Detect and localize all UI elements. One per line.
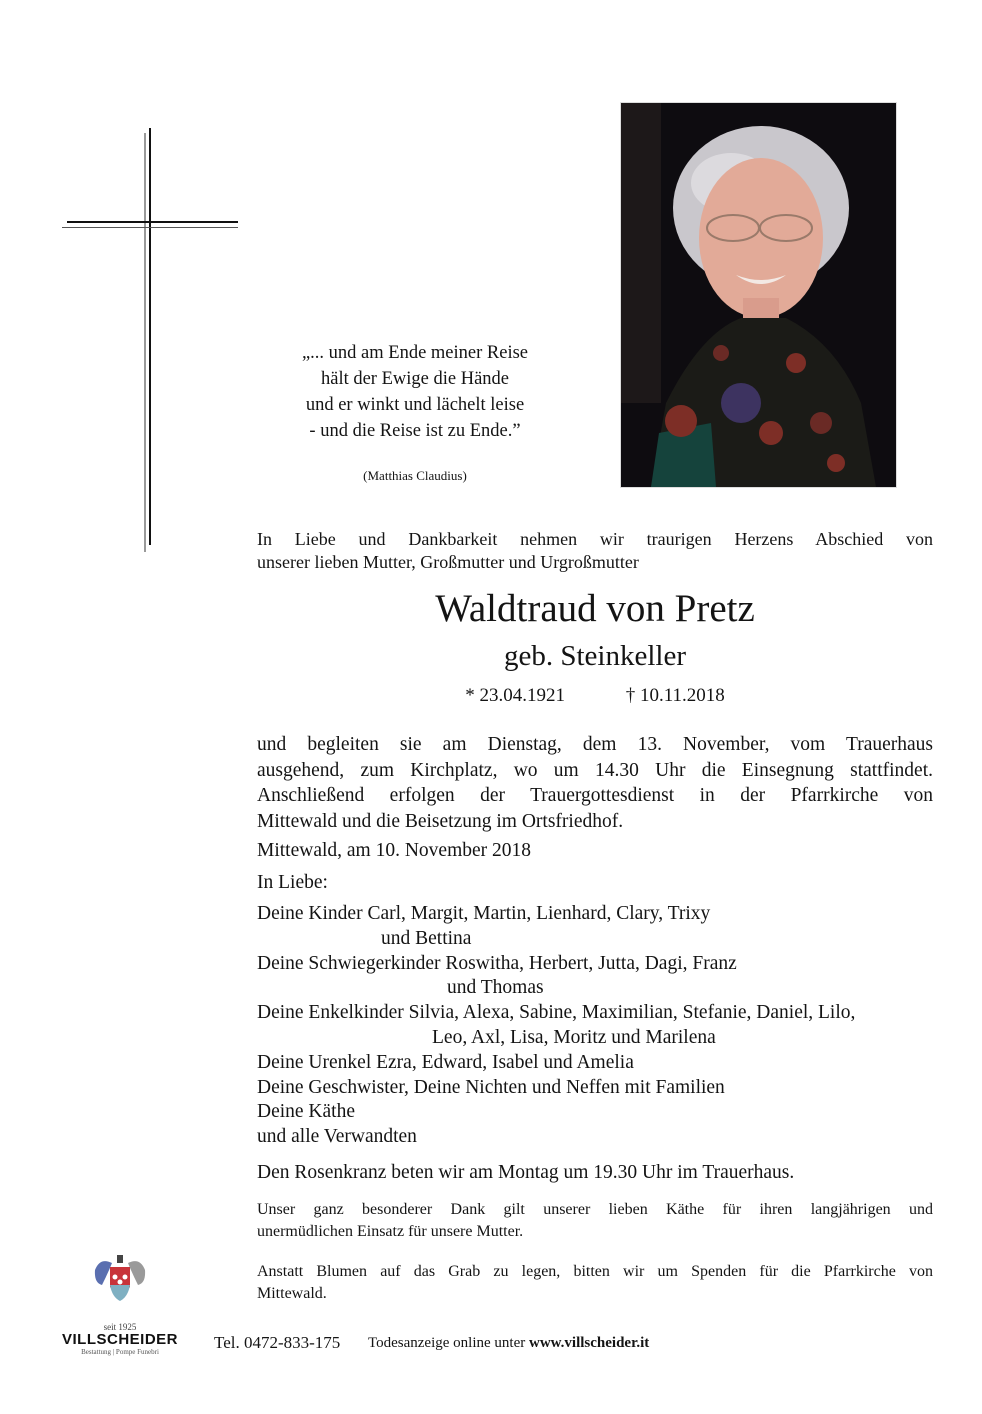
deceased-birth-name: geb. Steinkeller — [503, 640, 686, 672]
family-item: Deine Enkelkinder Silvia, Alexa, Sabine, Maximilian, Stefanie, Daniel, Lilo, — [257, 1002, 856, 1024]
thanks-line: Unser ganz besonderer Dank gilt unserer lieben Käthe für ihren langjährigen und — [257, 1201, 933, 1218]
donation-note — [257, 1261, 933, 1305]
deceased-name: Waldtraud von Pretz — [435, 587, 755, 630]
intro-line: unserer lieben Mutter, Großmutter und Urgroßmutter — [257, 552, 639, 572]
online-notice — [368, 1335, 649, 1352]
website-link[interactable]: www.villscheider.it — [528, 1335, 650, 1351]
intro-line: In Liebe und Dankbarkeit nehmen wir traurigen Herzens Abschied von — [257, 529, 933, 549]
funeral-line: und begleiten sie am Dienstag, dem 13. November, vom Trauerhaus — [257, 734, 933, 755]
family-item: Deine Käthe — [257, 1101, 355, 1123]
poem-quote — [250, 340, 580, 444]
birth-date: * 23.04.1921 — [465, 685, 565, 706]
family-item: Deine Schwiegerkinder Roswitha, Herbert, Jutta, Dagi, Franz — [257, 952, 737, 974]
quote-line: „... und am Ende meiner Reise — [301, 343, 529, 363]
quote-line: hält der Ewige die Hände — [320, 369, 509, 389]
death-date: † 10.11.2018 — [625, 685, 725, 706]
place-date: Mittewald, am 10. November 2018 — [257, 840, 532, 861]
cross-icon-bar — [67, 221, 238, 223]
cross-icon-bar-shadow — [62, 227, 238, 228]
thanks-note — [257, 1199, 933, 1243]
funeral-line: Anschließend erfolgen der Trauergottesdienst in der Pfarrkirche von — [257, 785, 933, 806]
life-dates — [257, 685, 933, 707]
family-item: Deine Urenkel Ezra, Edward, Isabel und Amelia — [257, 1051, 634, 1073]
cross-icon — [149, 128, 151, 545]
family-item: Deine Geschwister, Deine Nichten und Neffen mit Familien — [257, 1076, 725, 1098]
rosary-notice: Den Rosenkranz beten wir am Montag um 19.30 Uhr im Trauerhaus. — [257, 1162, 795, 1183]
donation-line: Mittewald. — [257, 1285, 327, 1302]
donation-line: Anstatt Blumen auf das Grab zu legen, bitten wir um Spenden für die Pfarrkirche von — [257, 1263, 933, 1280]
in-liebe-heading: In Liebe: — [257, 872, 328, 893]
quote-author: (Matthias Claudius) — [363, 468, 467, 483]
funeral-line: Mittewald und die Beisetzung im Ortsfriedhof. — [257, 810, 624, 832]
thanks-line: unermüdlichen Einsatz für unsere Mutter. — [257, 1223, 524, 1240]
family-item-continued: und Bettina — [381, 927, 472, 949]
family-item: und alle Verwandten — [257, 1126, 417, 1148]
portrait-image — [621, 103, 896, 487]
logo-since: seit 1925 — [103, 1322, 137, 1332]
quote-line: - und die Reise ist zu Ende.” — [309, 421, 521, 441]
logo-subtitle: Bestattung | Pompe Funebri — [81, 1348, 159, 1356]
family-item: Deine Kinder Carl, Margit, Martin, Lienhard, Clary, Trixy — [257, 903, 711, 924]
family-list — [257, 902, 947, 1150]
family-item-continued: und Thomas — [447, 977, 544, 999]
logo-name: VILLSCHEIDER — [61, 1331, 178, 1348]
online-prefix: Todesanzeige online unter — [368, 1335, 526, 1351]
coat-of-arms-icon — [90, 1255, 150, 1315]
phone-number: Tel. 0472-833-175 — [214, 1333, 341, 1352]
quote-line: und er winkt und lächelt leise — [305, 395, 525, 415]
portrait-photo — [620, 102, 897, 488]
intro-text — [257, 528, 933, 574]
family-item-continued: Leo, Axl, Lisa, Moritz und Marilena — [432, 1026, 716, 1048]
cross-icon-shadow — [144, 133, 146, 552]
funeral-details — [257, 732, 933, 834]
funeral-line: ausgehend, zum Kirchplatz, wo um 14.30 Uhr die Einsegnung stattfindet. — [257, 759, 933, 781]
funeral-home-logo — [55, 1255, 185, 1360]
